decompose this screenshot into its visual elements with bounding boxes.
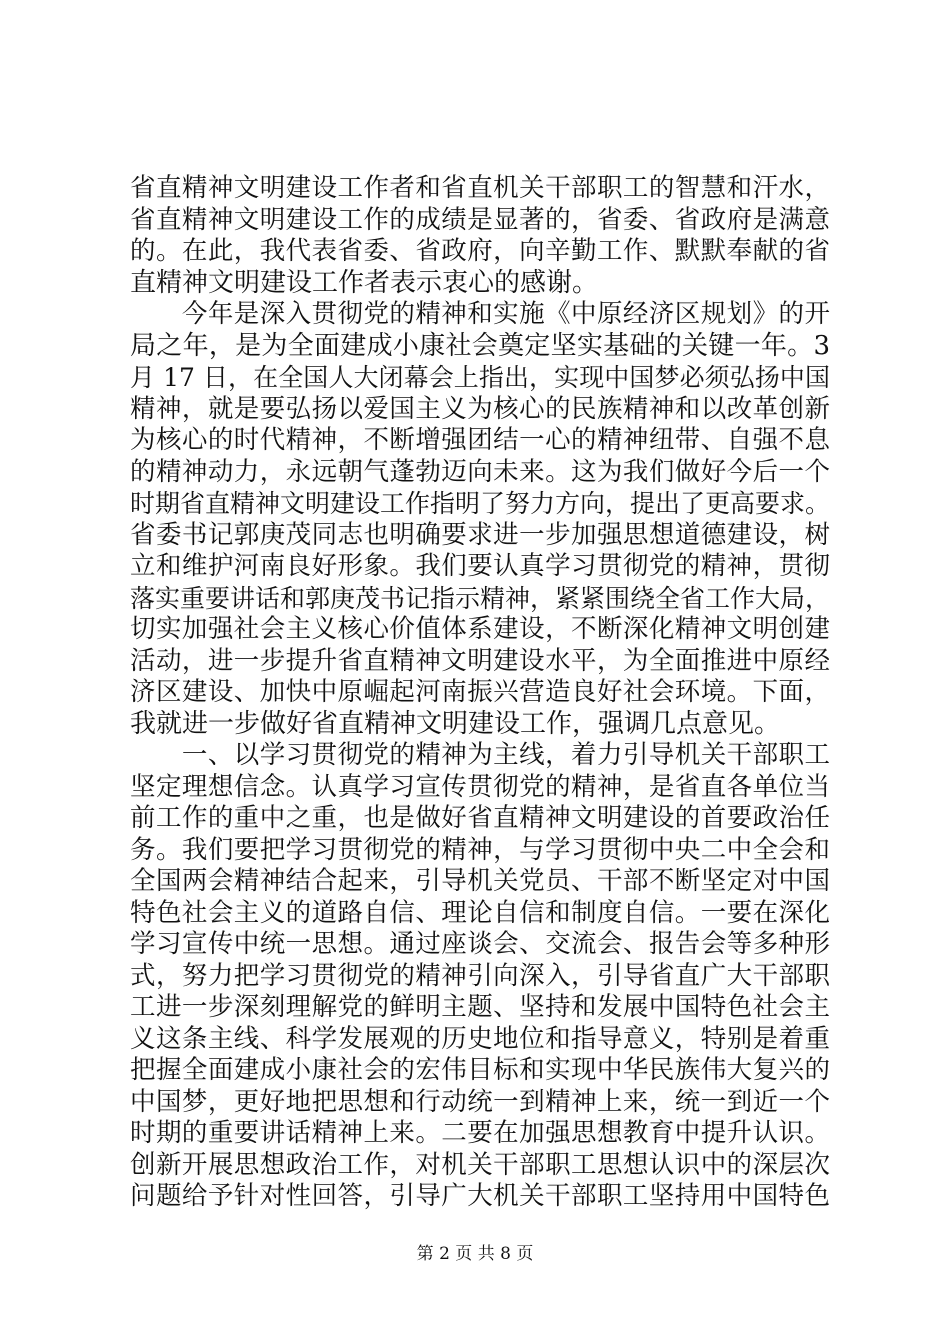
text-line: 把握全面建成小康社会的宏伟目标和实现中华民族伟大复兴的 [130, 1055, 830, 1085]
text-line: 问题给予针对性回答，引导广大机关干部职工坚持用中国特色 [130, 1181, 830, 1211]
body-text [130, 173, 830, 1213]
page-footer: 第 2 页 共 8 页 [416, 1244, 534, 1264]
text-line: 坚定理想信念。认真学习宣传贯彻党的精神，是省直各单位当 [130, 771, 830, 802]
text-line: 前工作的重中之重，也是做好省直精神文明建设的首要政治任 [130, 803, 830, 833]
text-line: 的精神动力，永远朝气蓬勃迈向未来。这为我们做好今后一个 [130, 456, 830, 487]
text-line: 精神，就是要弘扬以爱国主义为核心的民族精神和以改革创新 [130, 393, 830, 424]
text-line: 省直精神文明建设工作者和省直机关干部职工的智慧和汗水， [130, 173, 830, 203]
text-line: 中国梦，更好地把思想和行动统一到精神上来，统一到近一个 [130, 1086, 830, 1117]
text-line: 落实重要讲话和郭庚茂书记指示精神，紧紧围绕全省工作大局， [130, 583, 831, 613]
text-line: 今年是深入贯彻党的精神和实施《中原经济区规划》的开 [130, 299, 830, 329]
text-line: 的。在此，我代表省委、省政府，向辛勤工作、默默奉献的省 [130, 236, 830, 266]
text-line: 式，努力把学习贯彻党的精神引向深入，引导省直广大干部职 [130, 960, 830, 991]
text-line: 直精神文明建设工作者表示衷心的感谢。 [130, 267, 599, 298]
text-line: 济区建设、加快中原崛起河南振兴营造良好社会环境。下面， [130, 677, 830, 707]
text-line: 务。我们要把学习贯彻党的精神，与学习贯彻中央二中全会和 [130, 834, 830, 865]
text-line: 时期省直精神文明建设工作指明了努力方向，提出了更高要求。 [130, 489, 831, 518]
text-line: 工进一步深刻理解党的鲜明主题、坚持和发展中国特色社会主 [130, 992, 830, 1022]
text-line: 立和维护河南良好形象。我们要认真学习贯彻党的精神，贯彻 [130, 551, 830, 581]
text-line: 时期的重要讲话精神上来。二要在加强思想教育中提升认识。 [130, 1118, 830, 1148]
text-line: 局之年，是为全面建成小康社会奠定坚实基础的关键一年。3 [130, 330, 830, 361]
text-line: 特色社会主义的道路自信、理论自信和制度自信。一要在深化 [130, 897, 830, 928]
text-line: 活动，进一步提升省直精神文明建设水平，为全面推进中原经 [130, 645, 830, 676]
text-line: 省委书记郭庚茂同志也明确要求进一步加强思想道德建设，树 [130, 519, 830, 550]
text-line: 我就进一步做好省直精神文明建设工作，强调几点意见。 [130, 708, 781, 739]
text-line: 省直精神文明建设工作的成绩是显著的，省委、省政府是满意 [130, 204, 830, 235]
text-line: 月 17 日，在全国人大闭幕会上指出，实现中国梦必须弘扬中国 [130, 363, 830, 392]
text-line: 为核心的时代精神，不断增强团结一心的精神纽带、自强不息 [130, 425, 830, 455]
text-line: 义这条主线、科学发展观的历史地位和指导意义，特别是着重 [130, 1023, 830, 1054]
text-line: 全国两会精神结合起来，引导机关党员、干部不断坚定对中国 [130, 866, 830, 896]
text-line: 创新开展思想政治工作，对机关干部职工思想认识中的深层次 [130, 1149, 830, 1180]
text-line: 一、以学习贯彻党的精神为主线，着力引导机关干部职工 [130, 740, 830, 770]
text-line: 切实加强社会主义核心价值体系建设，不断深化精神文明创建 [130, 614, 830, 644]
text-line: 学习宣传中统一思想。通过座谈会、交流会、报告会等多种形 [130, 929, 830, 959]
